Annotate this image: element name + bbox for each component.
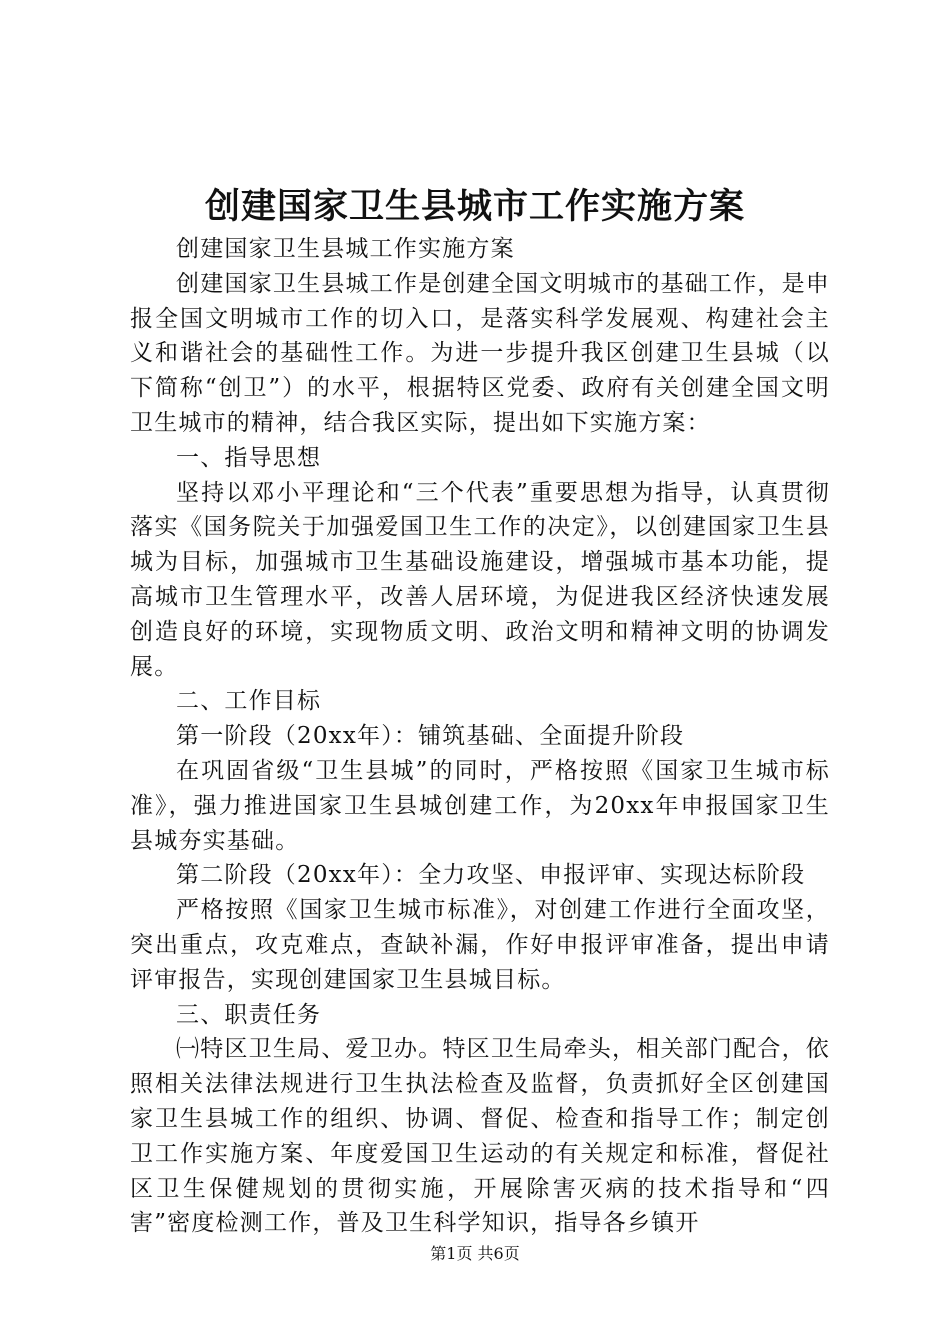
page-footer: 第1页 共6页 <box>430 1244 520 1263</box>
document-title: 创建国家卫生县城市工作实施方案 <box>204 186 745 227</box>
section-heading-responsibilities: 三、职责任务 <box>176 1001 322 1028</box>
responsibilities-paragraph: ㈠特区卫生局、爱卫办。特区卫生局牵头，相关部门配合，依照相关法律法规进行卫生执法检查及监督，负责抓好全区创建国家卫生县城工作的组织、协调、督促、检查和指导工作；制定创卫工作实施方案、年度爱国卫生运动的有关规定和标准，督促社区卫生保健规划的贯彻实施，开展除害灭病的技术指导和“四害”密度检测工作，普及卫生科学知识，指导各乡镇开 <box>130 1036 830 1237</box>
section-heading-work-goals: 二、工作目标 <box>176 688 322 715</box>
stage-one-heading: 第一阶段（20xx年）：铺筑基础、全面提升阶段 <box>176 723 685 750</box>
intro-paragraph: 创建国家卫生县城工作是创建全国文明城市的基础工作，是申报全国文明城市工作的切入口，是落实科学发展观、构建社会主义和谐社会的基础性工作。为进一步提升我区创建卫生县城（以下简称“创卫”）的水平，根据特区党委、政府有关创建全国文明卫生城市的精神，结合我区实际，提出如下实施方案： <box>130 270 830 436</box>
stage-two-paragraph: 严格按照《国家卫生城市标准》，对创建工作进行全面攻坚，突出重点，攻克难点，查缺补漏，作好申报评审准备，提出申请评审报告，实现创建国家卫生县城目标。 <box>130 897 830 993</box>
stage-one-paragraph: 在巩固省级“卫生县城”的同时，严格按照《国家卫生城市标准》，强力推进国家卫生县城创建工作，为20xx年申报国家卫生县城夯实基础。 <box>130 757 830 854</box>
section-heading-guiding-ideology: 一、指导思想 <box>176 444 322 471</box>
stage-two-heading: 第二阶段（20xx年）：全力攻坚、申报评审、实现达标阶段 <box>176 862 806 889</box>
document-body <box>130 232 830 1241</box>
subtitle-paragraph: 创建国家卫生县城工作实施方案 <box>176 236 515 262</box>
guiding-ideology-paragraph: 坚持以邓小平理论和“三个代表”重要思想为指导，认真贯彻落实《国务院关于加强爱国卫生工作的决定》，以创建国家卫生县城为目标，加强城市卫生基础设施建设，增强城市基本功能，提高城市卫生管理水平，改善人居环境，为促进我区经济快速发展创造良好的环境，实现物质文明、政治文明和精神文明的协调发展。 <box>130 479 830 680</box>
